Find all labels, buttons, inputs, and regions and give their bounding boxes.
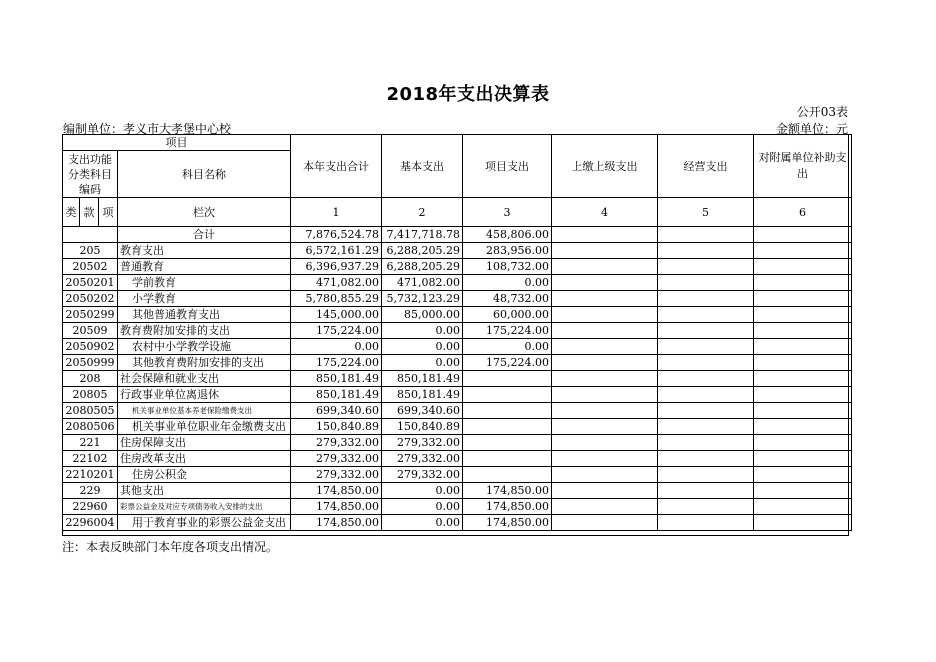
row-subject-name: 行政事业单位离退休 [118, 387, 291, 403]
row-code: 208 [63, 371, 118, 387]
row-business [658, 371, 754, 387]
header-business: 经营支出 [658, 135, 754, 198]
row-basic: 279,332.00 [382, 467, 463, 483]
row-code: 20805 [63, 387, 118, 403]
row-subject-name: 农村中小学教学设施 [118, 339, 291, 355]
col-number-3: 3 [463, 198, 552, 227]
total-project: 458,806.00 [463, 227, 552, 243]
row-basic: 5,732,123.29 [382, 291, 463, 307]
row-subject-name: 住房保障支出 [118, 435, 291, 451]
row-subject-name: 学前教育 [118, 275, 291, 291]
row-upper [552, 387, 658, 403]
table-row [63, 243, 852, 259]
row-subject-name: 教育费附加安排的支出 [118, 323, 291, 339]
row-basic: 6,288,205.29 [382, 259, 463, 275]
row-subsidy [754, 419, 852, 435]
row-code: 2210201 [63, 467, 118, 483]
header-basic: 基本支出 [382, 135, 463, 198]
row-upper [552, 403, 658, 419]
row-subject-name: 彩票公益金及对应专项债务收入安排的支出 [118, 499, 291, 515]
row-code: 229 [63, 483, 118, 499]
row-business [658, 339, 754, 355]
col-number-5: 5 [658, 198, 754, 227]
table-row [63, 435, 852, 451]
row-project [463, 467, 552, 483]
row-business [658, 387, 754, 403]
footnote: 注：本表反映部门本年度各项支出情况。 [62, 540, 279, 554]
header-func-code: 支出功能分类科目编码 [63, 151, 118, 198]
row-subsidy [754, 323, 852, 339]
currency-unit-label: 金额单位：元 [775, 122, 848, 136]
row-basic: 0.00 [382, 515, 463, 531]
table-code: 公开03表 [796, 105, 848, 119]
row-subsidy [754, 387, 852, 403]
row-project: 60,000.00 [463, 307, 552, 323]
row-business [658, 275, 754, 291]
row-business [658, 499, 754, 515]
row-code: 2050201 [63, 275, 118, 291]
row-project [463, 435, 552, 451]
row-total: 279,332.00 [291, 451, 382, 467]
row-upper [552, 259, 658, 275]
row-business [658, 323, 754, 339]
row-code: 20509 [63, 323, 118, 339]
row-project [463, 451, 552, 467]
row-total: 699,340.60 [291, 403, 382, 419]
row-basic: 6,288,205.29 [382, 243, 463, 259]
row-total: 471,082.00 [291, 275, 382, 291]
row-subsidy [754, 467, 852, 483]
row-subject-name: 机关事业单位职业年金缴费支出 [118, 419, 291, 435]
row-upper [552, 243, 658, 259]
row-upper [552, 515, 658, 531]
row-basic: 0.00 [382, 355, 463, 371]
row-subject-name: 住房改革支出 [118, 451, 291, 467]
row-subject-name: 用于教育事业的彩票公益金支出 [118, 515, 291, 531]
row-project: 0.00 [463, 275, 552, 291]
row-subject-name: 住房公积金 [118, 467, 291, 483]
row-total: 6,396,937.29 [291, 259, 382, 275]
row-project: 174,850.00 [463, 499, 552, 515]
row-total: 850,181.49 [291, 371, 382, 387]
row-basic: 0.00 [382, 483, 463, 499]
row-basic: 0.00 [382, 499, 463, 515]
row-code: 2080505 [63, 403, 118, 419]
row-subsidy [754, 355, 852, 371]
row-project [463, 403, 552, 419]
table-row [63, 355, 852, 371]
row-code: 205 [63, 243, 118, 259]
header-xiang: 项 [99, 198, 118, 227]
row-business [658, 259, 754, 275]
table-row [63, 483, 852, 499]
row-total: 145,000.00 [291, 307, 382, 323]
row-code: 2050902 [63, 339, 118, 355]
row-business [658, 515, 754, 531]
row-upper [552, 371, 658, 387]
row-project: 175,224.00 [463, 355, 552, 371]
row-subject-name: 普通教育 [118, 259, 291, 275]
row-total: 150,840.89 [291, 419, 382, 435]
row-business [658, 451, 754, 467]
col-number-6: 6 [754, 198, 852, 227]
row-basic: 850,181.49 [382, 371, 463, 387]
row-subsidy [754, 403, 852, 419]
report-title: 2018年支出决算表 [386, 84, 550, 105]
expenditure-table [62, 134, 852, 531]
row-code: 221 [63, 435, 118, 451]
row-code: 2080506 [63, 419, 118, 435]
row-upper [552, 323, 658, 339]
row-subject-name: 教育支出 [118, 243, 291, 259]
header-subject-name: 科目名称 [118, 151, 291, 198]
header-item: 项目 [63, 135, 291, 151]
row-total: 850,181.49 [291, 387, 382, 403]
header-subsidy: 对附属单位补助支出 [754, 135, 852, 198]
organization-label: 编制单位：孝义市大孝堡中心校 [63, 122, 232, 136]
row-subsidy [754, 499, 852, 515]
row-subsidy [754, 515, 852, 531]
row-total: 175,224.00 [291, 355, 382, 371]
row-project: 0.00 [463, 339, 552, 355]
table-row [63, 323, 852, 339]
row-basic: 471,082.00 [382, 275, 463, 291]
row-project [463, 419, 552, 435]
row-upper [552, 419, 658, 435]
row-business [658, 355, 754, 371]
row-total: 175,224.00 [291, 323, 382, 339]
col-number-2: 2 [382, 198, 463, 227]
row-upper [552, 339, 658, 355]
col-number-1: 1 [291, 198, 382, 227]
row-total: 174,850.00 [291, 515, 382, 531]
header-project: 项目支出 [463, 135, 552, 198]
row-project: 283,956.00 [463, 243, 552, 259]
row-business [658, 291, 754, 307]
header-col-seq: 栏次 [118, 198, 291, 227]
row-code: 2050202 [63, 291, 118, 307]
table-row [63, 307, 852, 323]
row-total: 0.00 [291, 339, 382, 355]
row-upper [552, 275, 658, 291]
row-upper [552, 307, 658, 323]
row-basic: 0.00 [382, 323, 463, 339]
col-number-4: 4 [552, 198, 658, 227]
table-row [63, 259, 852, 275]
row-upper [552, 435, 658, 451]
table-row [63, 275, 852, 291]
row-subject-name: 其他普通教育支出 [118, 307, 291, 323]
table-row [63, 387, 852, 403]
row-basic: 850,181.49 [382, 387, 463, 403]
header-kuan: 款 [80, 198, 99, 227]
total-label: 合计 [118, 227, 291, 243]
table-row [63, 467, 852, 483]
row-subsidy [754, 275, 852, 291]
row-code: 2296004 [63, 515, 118, 531]
total-basic: 7,417,718.78 [382, 227, 463, 243]
row-basic: 150,840.89 [382, 419, 463, 435]
row-upper [552, 483, 658, 499]
row-subsidy [754, 371, 852, 387]
row-upper [552, 291, 658, 307]
row-subsidy [754, 339, 852, 355]
row-subsidy [754, 291, 852, 307]
row-project: 174,850.00 [463, 515, 552, 531]
row-basic: 85,000.00 [382, 307, 463, 323]
row-total: 279,332.00 [291, 435, 382, 451]
table-row [63, 291, 852, 307]
row-project [463, 387, 552, 403]
row-basic: 279,332.00 [382, 451, 463, 467]
total-row [63, 227, 852, 243]
row-upper [552, 499, 658, 515]
row-project: 175,224.00 [463, 323, 552, 339]
row-project: 108,732.00 [463, 259, 552, 275]
row-business [658, 467, 754, 483]
row-subsidy [754, 307, 852, 323]
row-business [658, 243, 754, 259]
row-total: 6,572,161.29 [291, 243, 382, 259]
row-subject-name: 其他教育费附加安排的支出 [118, 355, 291, 371]
row-project: 48,732.00 [463, 291, 552, 307]
row-business [658, 419, 754, 435]
header-lei: 类 [63, 198, 80, 227]
table-row [63, 451, 852, 467]
row-basic: 699,340.60 [382, 403, 463, 419]
header-upper: 上缴上级支出 [552, 135, 658, 198]
table-row [63, 403, 852, 419]
table-row [63, 499, 852, 515]
table-row [63, 419, 852, 435]
row-business [658, 403, 754, 419]
row-business [658, 435, 754, 451]
table-row [63, 339, 852, 355]
row-subsidy [754, 259, 852, 275]
row-upper [552, 451, 658, 467]
row-code: 22960 [63, 499, 118, 515]
row-subject-name: 社会保障和就业支出 [118, 371, 291, 387]
row-project: 174,850.00 [463, 483, 552, 499]
row-upper [552, 355, 658, 371]
row-code: 22102 [63, 451, 118, 467]
row-code: 20502 [63, 259, 118, 275]
row-total: 174,850.00 [291, 483, 382, 499]
row-subject-name: 其他支出 [118, 483, 291, 499]
row-upper [552, 467, 658, 483]
row-subsidy [754, 483, 852, 499]
row-code: 2050299 [63, 307, 118, 323]
row-subsidy [754, 435, 852, 451]
row-basic: 279,332.00 [382, 435, 463, 451]
row-business [658, 307, 754, 323]
row-total: 5,780,855.29 [291, 291, 382, 307]
row-business [658, 483, 754, 499]
row-subsidy [754, 243, 852, 259]
row-total: 174,850.00 [291, 499, 382, 515]
header-total: 本年支出合计 [291, 135, 382, 198]
table-row [63, 515, 852, 531]
row-project [463, 371, 552, 387]
row-code: 2050999 [63, 355, 118, 371]
row-basic: 0.00 [382, 339, 463, 355]
row-subsidy [754, 451, 852, 467]
row-subject-name: 机关事业单位基本养老保险缴费支出 [118, 403, 291, 419]
row-subject-name: 小学教育 [118, 291, 291, 307]
row-total: 279,332.00 [291, 467, 382, 483]
total-total: 7,876,524.78 [291, 227, 382, 243]
table-row [63, 371, 852, 387]
